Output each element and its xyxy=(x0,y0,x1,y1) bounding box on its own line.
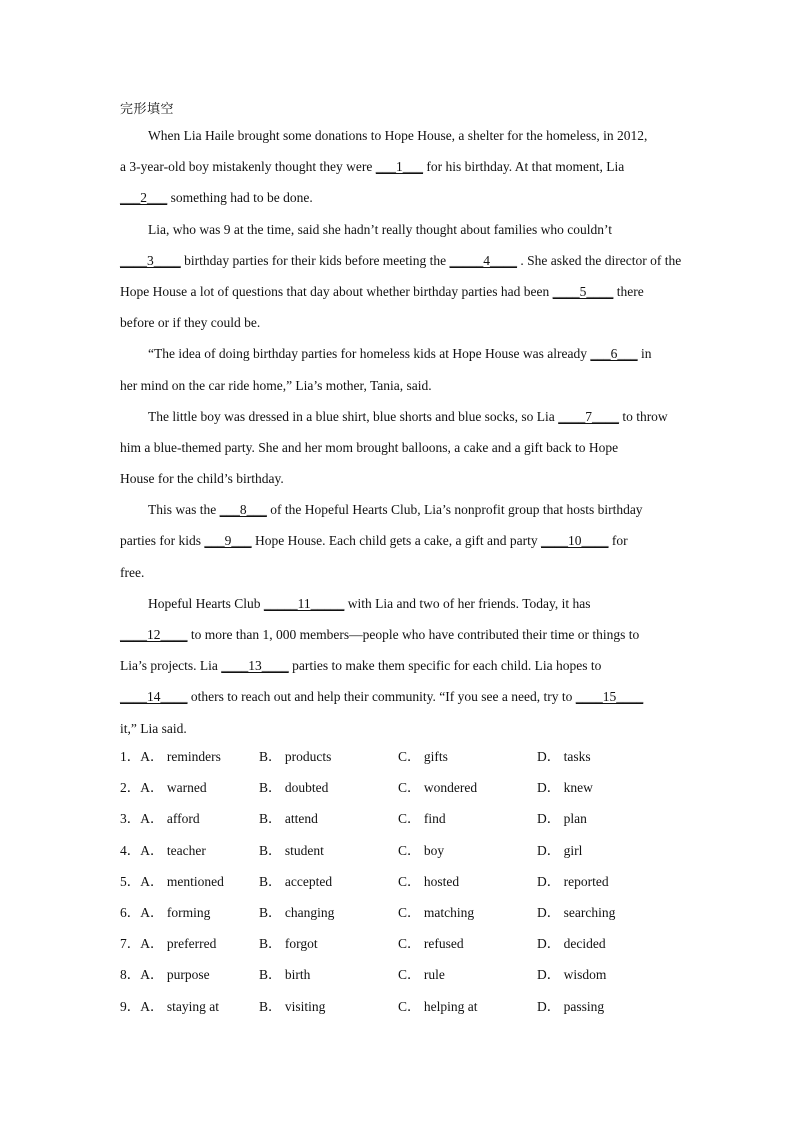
option-label: C． boy xyxy=(398,842,445,858)
answer-blank[interactable]: ___6___ xyxy=(590,346,638,362)
question-row xyxy=(120,959,680,990)
passage-text: to throw xyxy=(618,408,668,424)
passage-text: to more than 1, 000 members—people who have contributed their time or things to xyxy=(187,627,640,642)
answer-option[interactable] xyxy=(537,991,676,1022)
option-label: B． student xyxy=(259,842,324,858)
answer-blank[interactable]: ___1___ xyxy=(375,159,424,175)
option-label: A． purpose xyxy=(140,967,210,983)
passage-text: When Lia Haile brought some donations to Hope House, a shelter for the homeless, in 2012, xyxy=(148,128,648,143)
option-label: B． forgot xyxy=(259,936,318,952)
question-number: 6． xyxy=(120,904,141,920)
question-number: 1． xyxy=(120,749,141,764)
question-row xyxy=(120,835,680,866)
option-label: A． forming xyxy=(140,904,211,920)
answer-blank[interactable]: ____14____ xyxy=(120,689,188,705)
passage-text: her mind on the car ride home,” Lia’s mother, Tania, said. xyxy=(120,377,432,393)
answer-blank[interactable]: ___9___ xyxy=(204,533,252,549)
option-label: A． staying at xyxy=(140,998,219,1014)
answer-option[interactable] xyxy=(398,772,537,803)
passage-line xyxy=(120,494,680,525)
answer-blank[interactable]: _____4____ xyxy=(449,252,518,268)
option-label: C． hosted xyxy=(398,873,460,889)
answer-option[interactable] xyxy=(259,991,398,1022)
option-label: B． doubted xyxy=(259,780,329,796)
answer-blank[interactable]: ____7____ xyxy=(558,408,619,424)
passage-text: parties to make them specific for each child. Lia hopes to xyxy=(288,658,602,674)
passage-text: Lia, who was 9 at the time, said she hadn’t really thought about families who couldn’t xyxy=(148,221,613,237)
passage-line xyxy=(120,650,680,681)
passage-text: before or if they could be. xyxy=(120,315,261,331)
passage-text: Lia’s projects. Lia xyxy=(120,658,222,674)
answer-option[interactable] xyxy=(120,959,259,990)
passage-line xyxy=(120,588,680,619)
question-number: 5． xyxy=(120,873,141,889)
question-number: 9． xyxy=(120,998,141,1014)
answer-option[interactable] xyxy=(398,866,537,897)
option-label: D． tasks xyxy=(537,749,591,764)
answer-option[interactable] xyxy=(537,897,676,928)
passage-line xyxy=(120,557,680,588)
answer-option[interactable] xyxy=(259,803,398,834)
option-label: D． wisdom xyxy=(537,967,607,983)
passage-line xyxy=(120,370,680,401)
answer-option[interactable] xyxy=(398,928,537,959)
passage-text: The little boy was dressed in a blue shirt, blue shorts and blue socks, so Lia xyxy=(148,408,559,424)
option-label: B． accepted xyxy=(259,873,333,889)
answer-option[interactable] xyxy=(259,866,398,897)
question-row xyxy=(120,741,680,772)
answer-option[interactable] xyxy=(537,835,676,866)
option-label: B． changing xyxy=(259,904,335,920)
answer-option[interactable] xyxy=(259,959,398,990)
option-label: A． warned xyxy=(140,780,207,796)
passage-text: a 3-year-old boy mistakenly thought they were xyxy=(120,159,376,175)
answer-option[interactable] xyxy=(537,772,676,803)
option-label: C． gifts xyxy=(398,749,448,764)
section-heading: 完形填空 xyxy=(120,102,175,117)
option-label: C． helping at xyxy=(398,998,478,1014)
answer-blank[interactable]: ____10____ xyxy=(541,533,609,549)
passage-text: of the Hopeful Hearts Club, Lia’s nonprofit group that hosts birthday xyxy=(266,502,643,518)
passage-line xyxy=(120,151,680,182)
option-label: D． girl xyxy=(537,842,583,858)
answer-option[interactable] xyxy=(537,928,676,959)
passage-text: for xyxy=(608,533,628,549)
option-label: D． knew xyxy=(537,780,593,796)
passage-text: Hopeful Hearts Club xyxy=(148,595,264,611)
answer-option[interactable] xyxy=(120,741,259,772)
passage-text: free. xyxy=(120,564,145,580)
answer-option[interactable] xyxy=(398,959,537,990)
question-row xyxy=(120,991,680,1022)
answer-option[interactable] xyxy=(120,772,259,803)
answer-option[interactable] xyxy=(398,803,537,834)
passage-text: something had to be done. xyxy=(167,190,313,206)
answer-option[interactable] xyxy=(120,803,259,834)
passage-text: parties for kids xyxy=(120,533,205,549)
answer-blank[interactable]: _____11_____ xyxy=(263,595,345,611)
option-label: D． passing xyxy=(537,998,605,1014)
passage-line xyxy=(120,307,680,338)
passage-text: for his birthday. At that moment, Lia xyxy=(423,159,625,175)
answer-option[interactable] xyxy=(398,835,537,866)
answer-option[interactable] xyxy=(120,991,259,1022)
answer-blank[interactable]: ____3____ xyxy=(120,252,181,268)
passage-text: Hope House a lot of questions that day about whether birthday parties had been xyxy=(120,283,553,299)
question-row xyxy=(120,866,680,897)
passage-text: him a blue-themed party. She and her mom brought balloons, a cake and a gift back to Hope xyxy=(120,439,619,455)
option-label: C． refused xyxy=(398,936,464,952)
option-label: B． attend xyxy=(259,811,318,827)
option-label: D． searching xyxy=(537,904,616,920)
answer-option[interactable] xyxy=(537,741,676,772)
question-number: 7． xyxy=(120,936,141,952)
passage-line xyxy=(120,525,680,556)
passage-line xyxy=(120,182,680,213)
answer-blank[interactable]: ___2___ xyxy=(120,190,168,206)
option-label: A． afford xyxy=(140,811,200,827)
question-row xyxy=(120,803,680,834)
passage-text: . She asked the director of the xyxy=(517,252,682,268)
passage-text: there xyxy=(613,283,644,299)
answer-blank[interactable]: ___8___ xyxy=(219,502,267,518)
option-label: C． rule xyxy=(398,967,445,983)
option-label: B． products xyxy=(259,749,332,764)
answer-option[interactable] xyxy=(259,835,398,866)
option-label: B． visiting xyxy=(259,998,326,1014)
passage-text: “The idea of doing birthday parties for homeless kids at Hope House was already xyxy=(148,346,591,362)
passage-line xyxy=(120,681,680,712)
passage-text: in xyxy=(637,346,652,362)
answer-option[interactable] xyxy=(537,803,676,834)
answer-options xyxy=(120,741,680,1022)
option-label: A． mentioned xyxy=(140,873,224,889)
passage-text: birthday parties for their kids before meeting the xyxy=(180,252,450,268)
question-number: 3． xyxy=(120,811,141,827)
passage-line xyxy=(120,276,680,307)
passage-line xyxy=(120,713,680,744)
passage-line xyxy=(120,245,680,276)
answer-option[interactable] xyxy=(120,866,259,897)
passage-text: others to reach out and help their community. “If you see a need, try to xyxy=(187,689,576,705)
passage-line xyxy=(120,120,680,151)
answer-blank[interactable]: ____12____ xyxy=(120,627,188,642)
passage-line xyxy=(120,338,680,369)
option-label: D． reported xyxy=(537,873,609,889)
option-label: C． wondered xyxy=(398,780,478,796)
passage-text: Hope House. Each child gets a cake, a gift and party xyxy=(251,533,542,549)
question-row xyxy=(120,928,680,959)
answer-option[interactable] xyxy=(537,866,676,897)
answer-blank[interactable]: ____5____ xyxy=(552,283,614,299)
passage-line xyxy=(120,214,680,245)
question-number: 8． xyxy=(120,967,141,983)
option-label: A． teacher xyxy=(140,842,206,858)
answer-option[interactable] xyxy=(537,959,676,990)
question-number: 2． xyxy=(120,780,141,796)
answer-blank[interactable]: ____13____ xyxy=(221,658,289,674)
passage-text: This was the xyxy=(148,502,220,518)
answer-blank[interactable]: ____15____ xyxy=(575,689,644,705)
option-label: A． preferred xyxy=(140,936,217,952)
option-label: A． reminders xyxy=(140,749,221,764)
answer-option[interactable] xyxy=(120,928,259,959)
option-label: C． find xyxy=(398,811,446,827)
question-number: 4． xyxy=(120,842,141,858)
answer-option[interactable] xyxy=(398,897,537,928)
passage-line xyxy=(120,432,680,463)
answer-option[interactable] xyxy=(398,991,537,1022)
option-label: D． plan xyxy=(537,811,587,827)
question-row xyxy=(120,897,680,928)
answer-option[interactable] xyxy=(398,741,537,772)
passage-text: House for the child’s birthday. xyxy=(120,471,284,487)
passage-line xyxy=(120,619,680,650)
answer-option[interactable] xyxy=(259,928,398,959)
passage-line xyxy=(120,401,680,432)
passage-text: with Lia and two of her friends. Today, it has xyxy=(344,595,591,611)
option-label: D． decided xyxy=(537,936,606,952)
option-label: B． birth xyxy=(259,967,311,983)
option-label: C． matching xyxy=(398,904,475,920)
question-row xyxy=(120,772,680,803)
answer-option[interactable] xyxy=(259,772,398,803)
answer-option[interactable] xyxy=(259,897,398,928)
answer-option[interactable] xyxy=(120,897,259,928)
passage-line xyxy=(120,463,680,494)
answer-option[interactable] xyxy=(259,741,398,772)
answer-option[interactable] xyxy=(120,835,259,866)
cloze-passage xyxy=(120,120,680,744)
passage-text: it,” Lia said. xyxy=(120,720,187,736)
